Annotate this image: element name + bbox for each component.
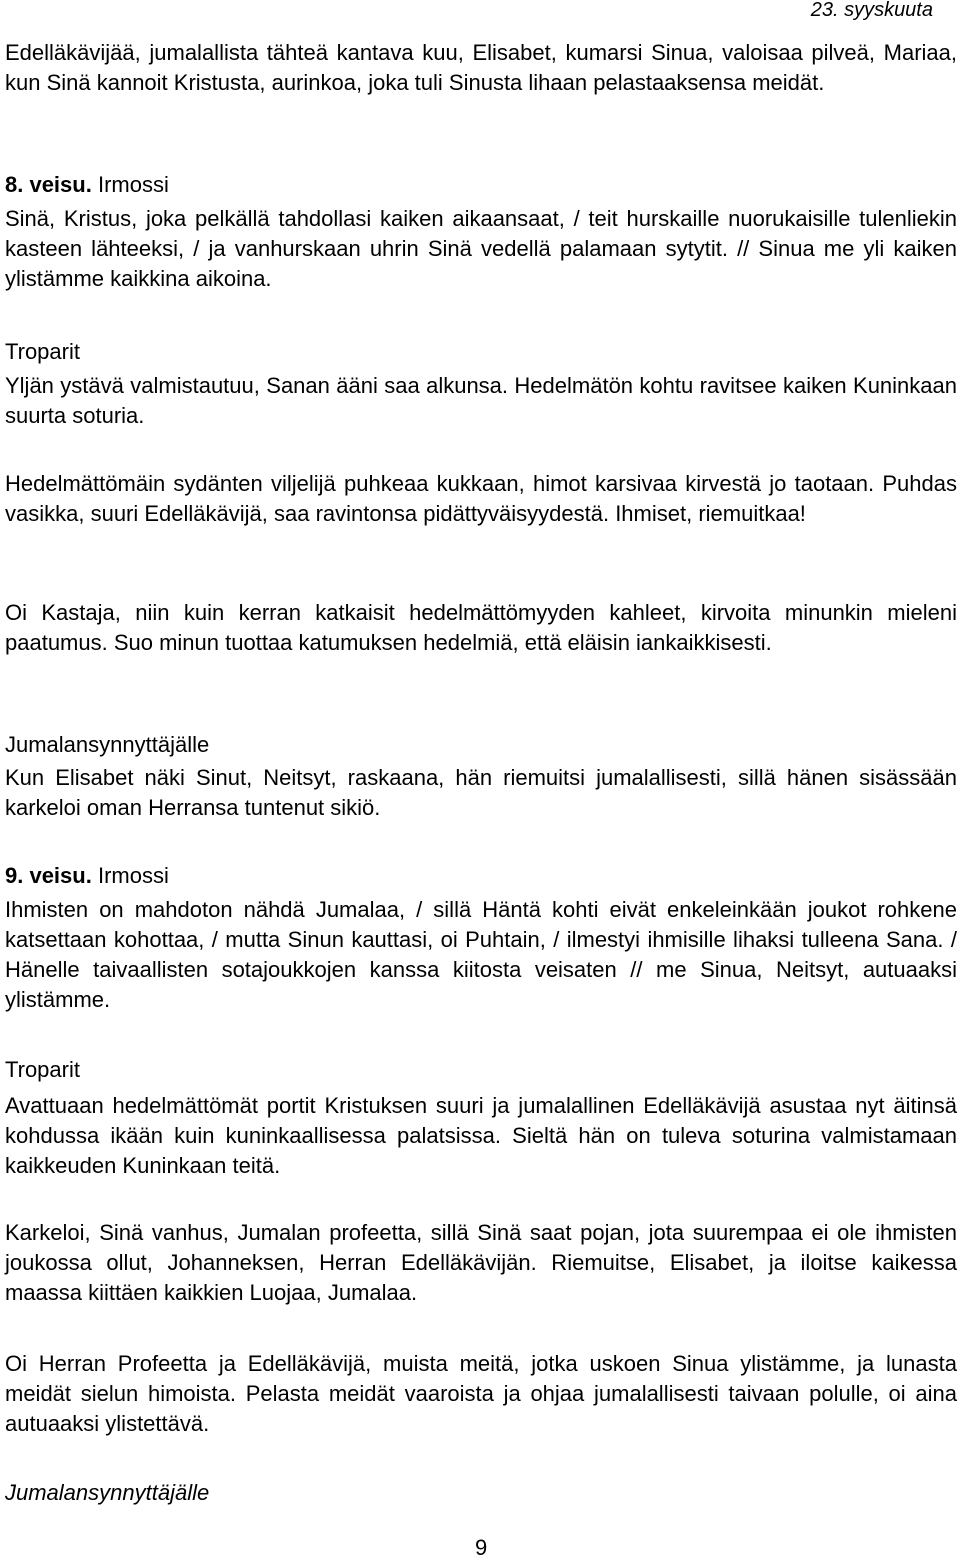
heading-title: Irmossi (97, 863, 169, 888)
document-page (5, 0, 957, 1561)
paragraph: Yljän ystävä valmistautuu, Sanan ääni saa alkunsa. Hedelmätön kohtu ravitsee kaiken Kuninkaan suurta soturia. (5, 373, 957, 428)
paragraph: Oi Kastaja, niin kuin kerran katkaisit hedelmättömyyden kahleet, kirvoita minunkin mieleni paatumus. Suo minun tuottaa katumuksen hedelmiä, että eläisin iankaikkisesti. (5, 600, 957, 655)
paragraph: Sinä, Kristus, joka pelkällä tahdollasi kaiken aikaansaat, / teit hurskaille nuorukaisille tulenliekin kasteen lähteeksi, / ja vanhurskaan uhrin Sinä vedellä palamaan sytytit. // Sinua me yli kaiken ylistämme kaikkina aikoina. (5, 206, 957, 291)
paragraph: Ihmisten on mahdoton nähdä Jumalaa, / sillä Häntä kohti eivät enkeleinkään joukot rohkene katsettaan kohottaa, / mutta Sinun kauttasi, oi Puhtain, / ilmestyi ihmisille lihaksi tulleena Sana. / Hänelle taivaallisten sotajoukkojen kanssa kiitosta veisaten // me Sinua, Neitsyt, autuaaksi ylistämme. (5, 897, 957, 1012)
section-heading: Jumalansynnyttäjälle (5, 1480, 210, 1505)
heading-title: Irmossi (97, 172, 169, 197)
section-heading: Jumalansynnyttäjälle (5, 732, 210, 757)
page-number: 9 (475, 1535, 488, 1560)
section-heading: Troparit (5, 339, 80, 364)
paragraph: Edelläkävijää, jumalallista tähteä kantava kuu, Elisabet, kumarsi Sinua, valoisaa pilveä, Mariaa, kun Sinä kannoit Kristusta, aurinkoa, joka tuli Sinusta lihaan pelastaaksensa meidät. (5, 40, 957, 95)
running-header: 23. syyskuuta (810, 0, 933, 21)
heading-number: 9. veisu. (5, 863, 92, 888)
paragraph: Karkeloi, Sinä vanhus, Jumalan profeetta, sillä Sinä saat pojan, jota suurempaa ei ole ihmisten joukossa ollut, Johanneksen, Herran Edelläkävijän. Riemuitse, Elisabet, ja iloitse kaikessa maassa kiittäen kaikkien Luojaa, Jumalaa. (5, 1220, 957, 1305)
paragraph: Oi Herran Profeetta ja Edelläkävijä, muista meitä, jotka uskoen Sinua ylistämme, ja lunasta meidät sielun himoista. Pelasta meidät vaaroista ja ohjaa jumalallisesti taivaan polulle, oi aina autuaaksi ylistettävä. (5, 1351, 957, 1436)
section-heading (5, 170, 169, 200)
section-heading (5, 861, 169, 891)
paragraph: Hedelmättömäin sydänten viljelijä puhkeaa kukkaan, himot karsivaa kirvestä jo taotaan. Puhdas vasikka, suuri Edelläkävijä, saa ravintonsa pidättyväisyydestä. Ihmiset, riemuitkaa! (5, 471, 957, 526)
heading-number: 8. veisu. (5, 172, 92, 197)
paragraph: Avattuaan hedelmättömät portit Kristuksen suuri ja jumalallinen Edelläkävijä asustaa nyt äitinsä kohdussa ikään kuin kuninkaallisessa palatsissa. Sieltä hän on tuleva soturina valmistamaan kaikkeuden Kuninkaan teitä. (5, 1093, 957, 1178)
paragraph: Kun Elisabet näki Sinut, Neitsyt, raskaana, hän riemuitsi jumalallisesti, sillä hänen sisässään karkeloi oman Herransa tuntenut sikiö. (5, 765, 957, 820)
section-heading: Troparit (5, 1057, 80, 1082)
